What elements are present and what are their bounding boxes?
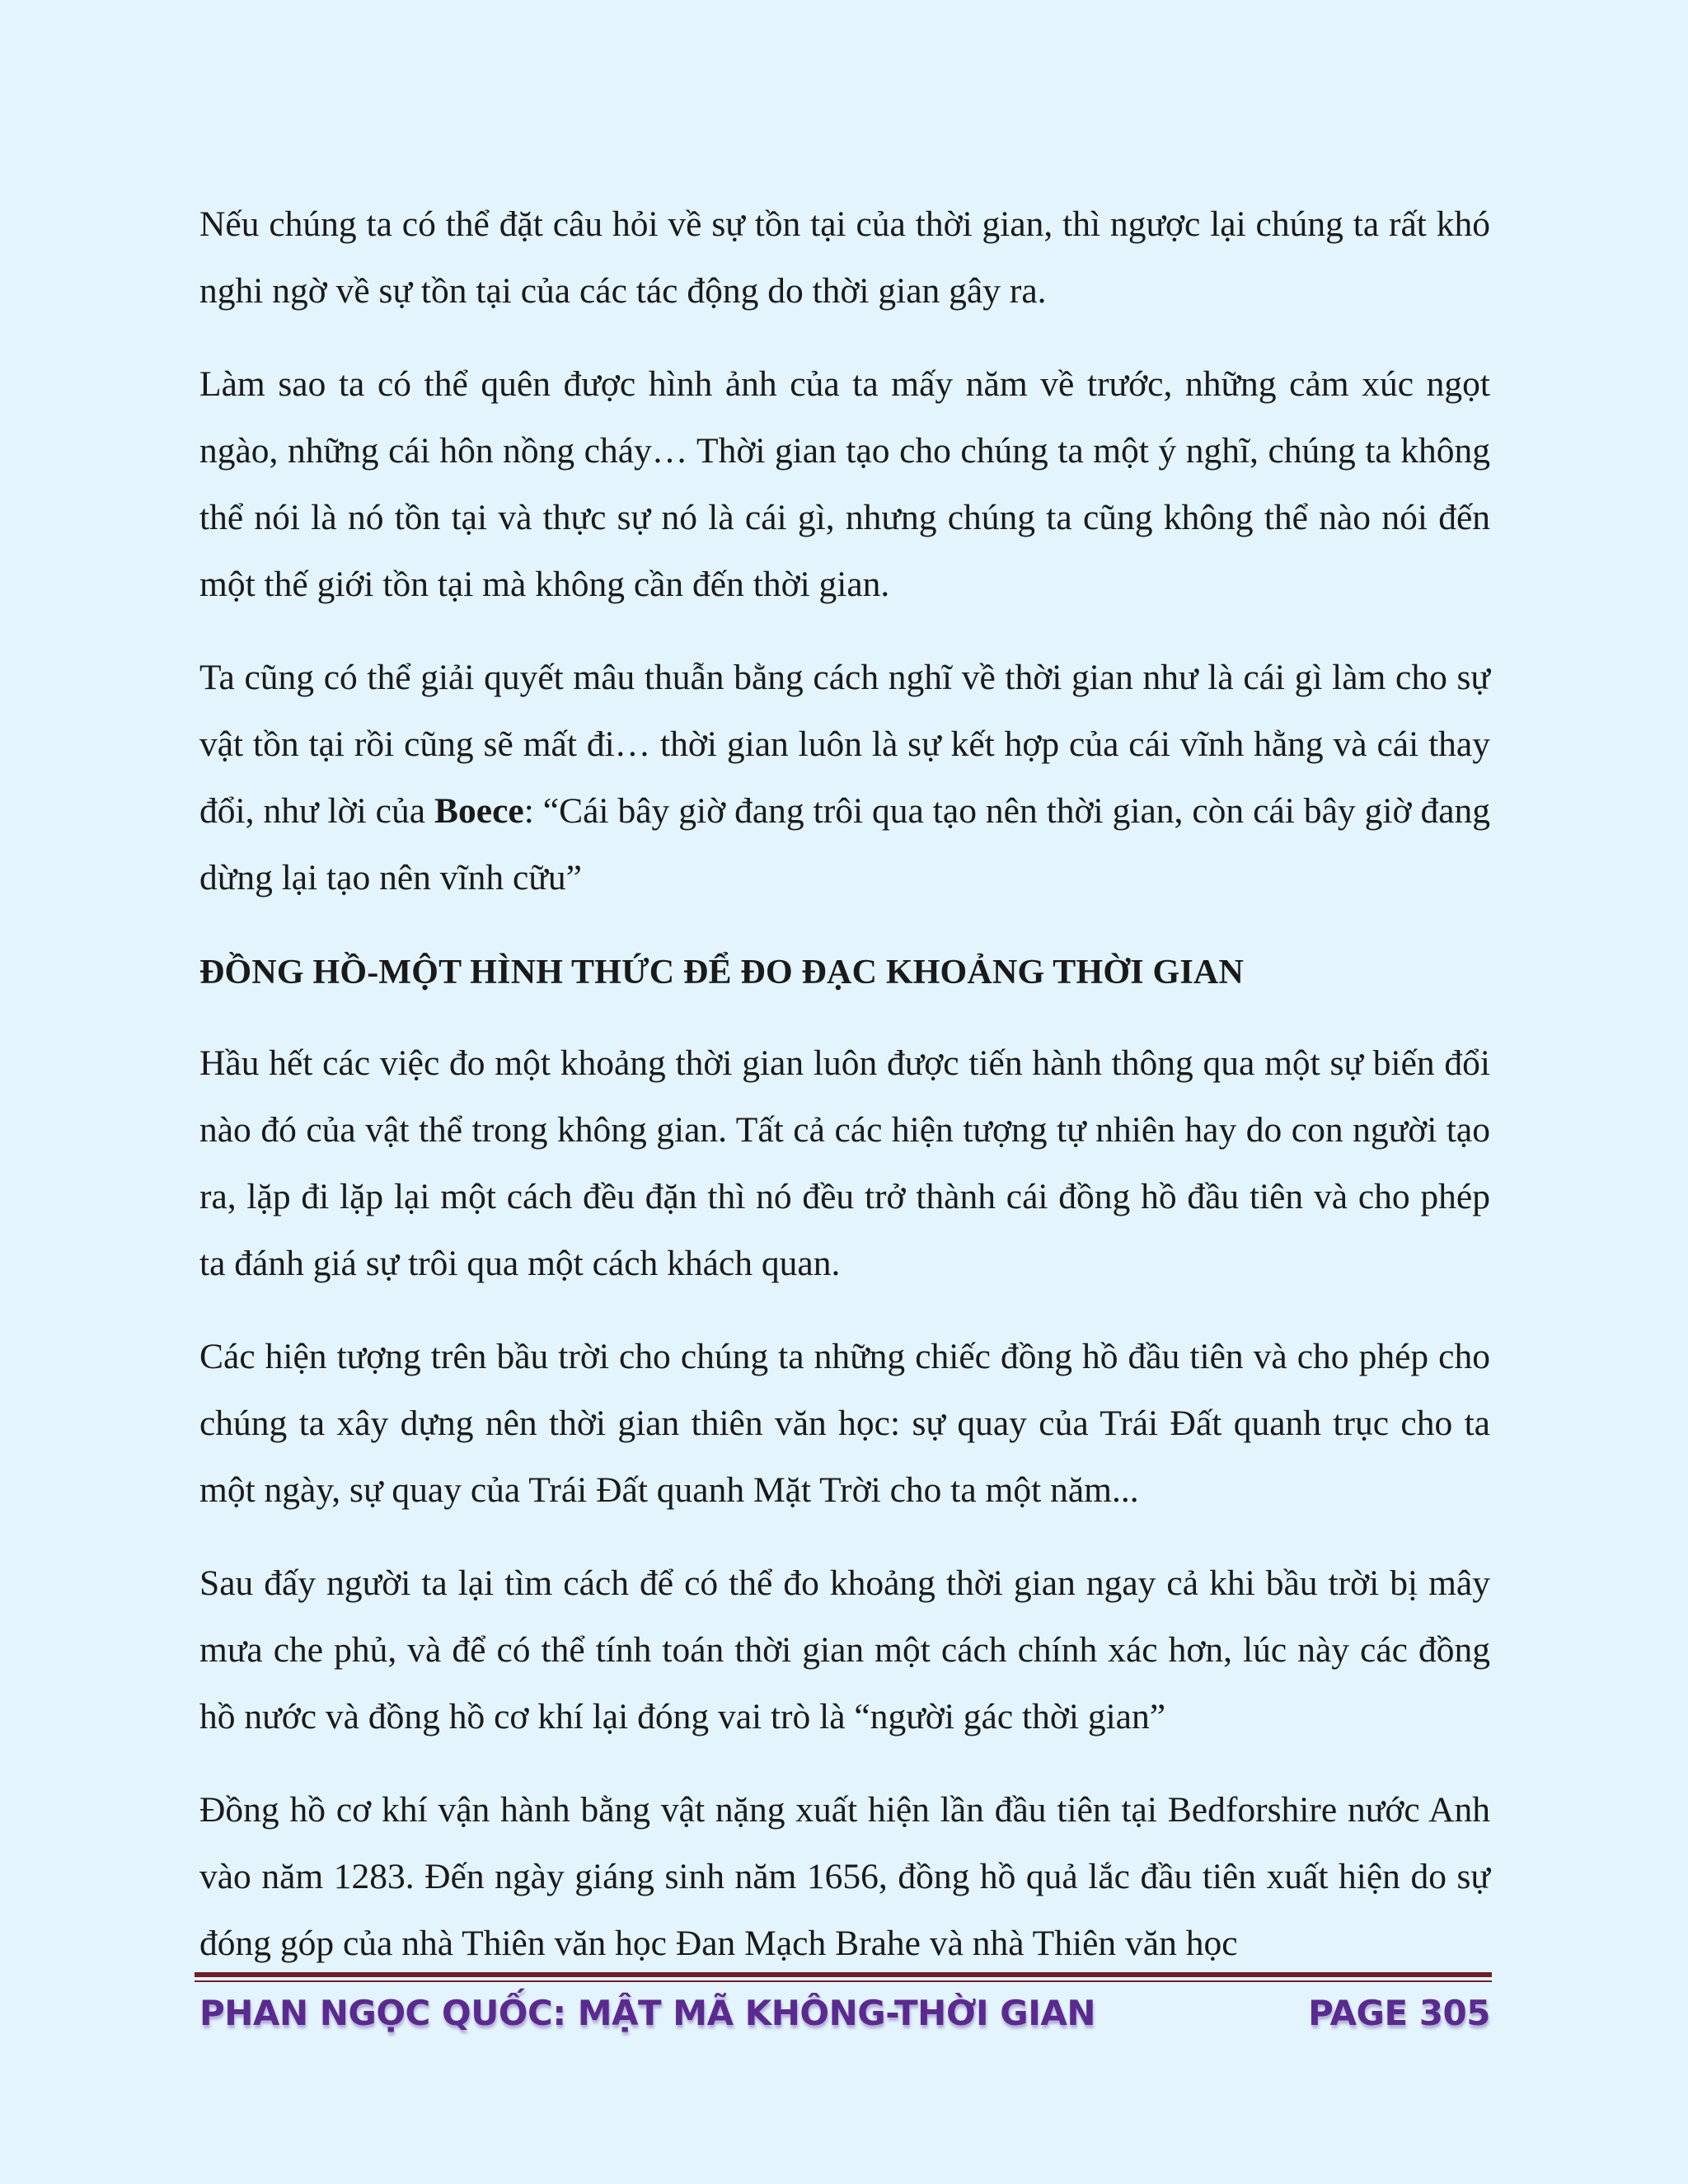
paragraph-3-text-end: : “Cái bây giờ đang trôi qua tạo nên thời gian, còn cái bây giờ đang dừng lại tạo nên vĩnh cữu” (199, 791, 1491, 898)
paragraph-6: Sau đấy người ta lại tìm cách để có thể đo khoảng thời gian ngay cả khi bầu trời bị mây mưa che phủ, và để có thể tính toán thời gian một cách chính xác hơn, lúc này các đồng hồ nước và đồng hồ cơ khí lại đóng vai trò là “người gác thời gian” (199, 1563, 1490, 1736)
footer-book-title: PHAN NGỌC QUỐC: MẬT MÃ KHÔNG-THỜI GIAN (199, 1993, 1096, 2033)
paragraph-5: Các hiện tượng trên bầu trời cho chúng ta những chiếc đồng hồ đầu tiên và cho phép cho chúng ta xây dựng nên thời gian thiên văn học: sự quay của Trái Đất quanh trục cho ta một ngày, sự quay của Trái Đất quanh Mặt Trời cho ta một năm... (199, 1337, 1490, 1510)
footer-rule-thin (195, 1980, 1492, 1982)
page-body (199, 191, 1490, 1997)
paragraph-7: Đồng hồ cơ khí vận hành bằng vật nặng xuất hiện lần đầu tiên tại Bedforshire nước Anh vào năm 1283. Đến ngày giáng sinh năm 1656, đồng hồ quả lắc đầu tiên xuất hiện do sự đóng góp của nhà Thiên văn học Đan Mạch Brahe và nhà Thiên văn học (199, 1790, 1490, 1963)
footer-rule-thick (195, 1972, 1492, 1977)
paragraph-3-text-start: Ta cũng có thể giải quyết mâu thuẫn bằng cách nghĩ về thời gian như là cái gì làm cho sự vật tồn tại rồi cũng sẽ mất đi… thời gian luôn là sự kết hợp của cái vĩnh hằng và cái thay đổi, như lời của (199, 658, 1490, 831)
author-name-boece: Boece (434, 791, 524, 831)
section-heading: ĐỒNG HỒ-MỘT HÌNH THỨC ĐỂ ĐO ĐẠC KHOẢNG THỜI GIAN (199, 954, 1244, 991)
paragraph-1: Nếu chúng ta có thể đặt câu hỏi về sự tồn tại của thời gian, thì ngược lại chúng ta rất khó nghi ngờ về sự tồn tại của các tác động do thời gian gây ra. (199, 204, 1490, 311)
paragraph-2: Làm sao ta có thể quên được hình ảnh của ta mấy năm về trước, những cảm xúc ngọt ngào, những cái hôn nồng cháy… Thời gian tạo cho chúng ta một ý nghĩ, chúng ta không thể nói là nó tồn tại và thực sự nó là cái gì, nhưng chúng ta cũng không thể nào nói đến một thế giới tồn tại mà không cần đến thời gian. (199, 364, 1490, 604)
paragraph-4: Hầu hết các việc đo một khoảng thời gian luôn được tiến hành thông qua một sự biến đổi nào đó của vật thể trong không gian. Tất cả các hiện tượng tự nhiên hay do con người tạo ra, lặp đi lặp lại một cách đều đặn thì nó đều trở thành cái đồng hồ đầu tiên và cho phép ta đánh giá sự trôi qua một cách khách quan. (199, 1043, 1490, 1283)
paragraph-3 (199, 644, 1490, 912)
page-footer (199, 1986, 1490, 2041)
footer-page-number: PAGE 305 (1308, 1993, 1490, 2033)
